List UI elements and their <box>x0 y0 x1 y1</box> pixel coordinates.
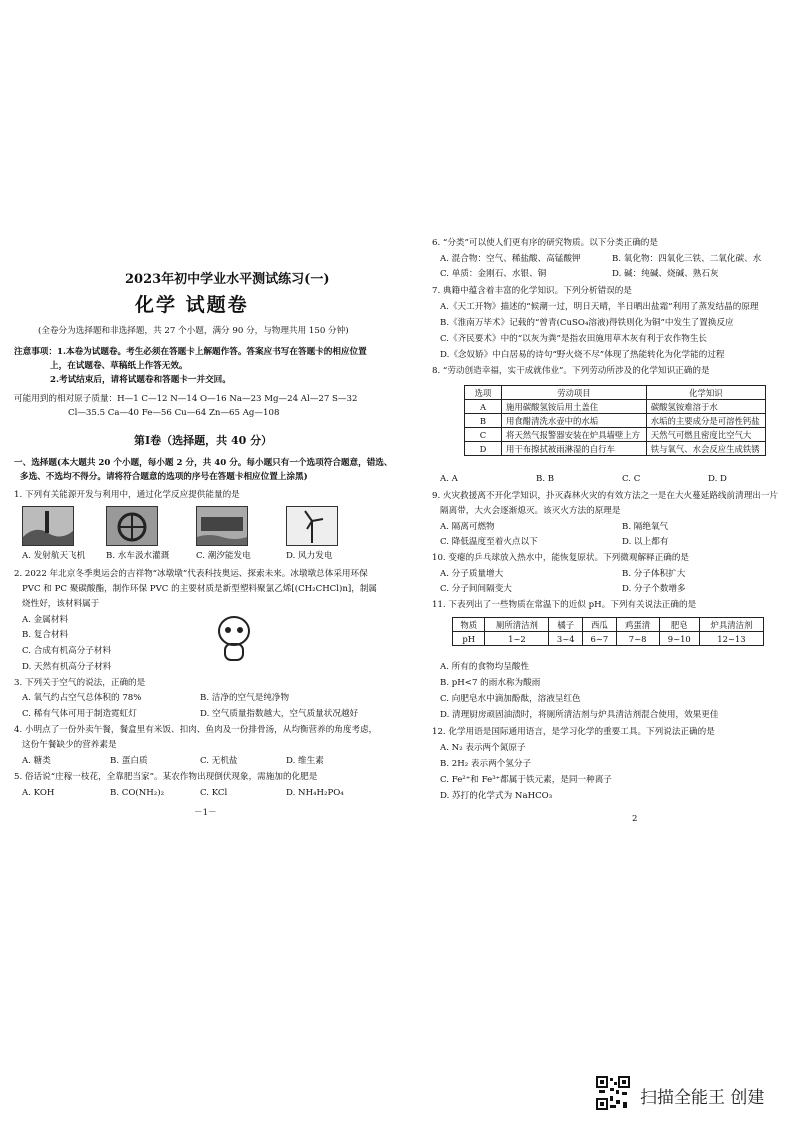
q11-header: 炉具清洁剂 <box>699 618 763 632</box>
q12-option-c: C. Fe²⁺和 Fe³⁺都属于铁元素，是同一种离子 <box>440 775 612 785</box>
q7-option-a: A.《天工开物》描述的“候潮一过，明日天晴，半日晒出盐霜”利用了蒸发结晶的原理 <box>440 302 759 312</box>
q9-stem-2: 隔离带，大火会逐渐熄灭。该灭火方法的原理是 <box>440 506 621 516</box>
table-cell: 施用碳酸氢铵后用土盖住 <box>502 400 647 414</box>
q2-option-a: A. 金属材料 <box>22 615 69 625</box>
table-cell: 水垢的主要成分是可溶性钙盐 <box>646 414 765 428</box>
q12-option-a: A. N₂ 表示两个氮原子 <box>440 743 526 753</box>
wind-power-image <box>286 506 338 546</box>
table-cell: 天然气可燃且密度比空气大 <box>646 428 765 442</box>
q11-table <box>452 617 764 646</box>
q5-stem: 5. 俗话说“庄稼一枝花，全靠肥当家”。某农作物出现倒伏现象，需施加的化肥是 <box>14 772 318 782</box>
scanner-watermark: 扫描全能王 创建 <box>640 1088 765 1108</box>
tidal-power-image <box>196 506 248 546</box>
q11-option-d: D. 清理厨房顽固油渍时，将厕所清洁剂与炉具清洁剂混合使用，效果更佳 <box>440 710 719 720</box>
q1-option-a: A. 发射航天飞机 <box>22 551 86 561</box>
q3-option-d: D. 空气质量指数越大，空气质量状况越好 <box>200 709 359 719</box>
table-cell: C <box>465 428 502 442</box>
q10-option-a: A. 分子质量增大 <box>440 569 504 579</box>
table-row <box>465 442 766 456</box>
table-row <box>465 428 766 442</box>
q9-option-a: A. 隔离可燃物 <box>440 522 495 532</box>
table-cell: 用干布擦拭被雨淋湿的自行车 <box>502 442 647 456</box>
q9-option-c: C. 降低温度至着火点以下 <box>440 537 538 547</box>
notice-1: 注意事项：1.本卷为试题卷。考生必须在答题卡上解题作答。答案应书写在答题卡的相应位置 <box>14 347 367 357</box>
table-cell: D <box>465 442 502 456</box>
q12-option-b: B. 2H₂ 表示两个氢分子 <box>440 759 532 769</box>
q9-stem-1: 9. 火灾救援离不开化学知识，扑灭森林火灾的有效方法之一是在大火蔓延路线前清理出一片 <box>432 491 779 501</box>
q10-option-c: C. 分子间间隔变大 <box>440 584 512 594</box>
q2-option-c: C. 合成有机高分子材料 <box>22 646 112 656</box>
qr-code-icon <box>596 1076 630 1110</box>
q8-option-a: A. A <box>440 474 458 484</box>
q6-option-d: D. 碱：纯碱、烧碱、熟石灰 <box>612 269 719 279</box>
q10-option-b: B. 分子体积扩大 <box>622 569 686 579</box>
q8-header-option: 选项 <box>465 386 502 400</box>
q2-stem-1: 2. 2022 年北京冬季奥运会的吉祥物“冰墩墩”代表科技奥运、探索未来。冰墩墩总体采用环保 <box>14 569 368 579</box>
table-cell: 9~10 <box>659 632 699 646</box>
q8-header-task: 劳动项目 <box>502 386 647 400</box>
q11-option-a: A. 所有的食物均呈酸性 <box>440 662 530 672</box>
q12-stem: 12. 化学用语是国际通用语言，是学习化学的重要工具。下列说法正确的是 <box>432 727 715 737</box>
q5-option-d: D. NH₄H₂PO₄ <box>286 788 344 798</box>
exam-intro: (全卷分为选择题和非选择题，共 27 个小题，满分 90 分，与物理共用 150 分钟) <box>38 326 349 336</box>
table-cell: 6~7 <box>583 632 617 646</box>
q2-stem-2: PVC 和 PC 聚碳酸酯，制作环保 PVC 的主要材质是新型塑料聚氯乙烯[(CH₂CHCl)n]，制属 <box>22 584 378 594</box>
notice-1b: 上，在试题卷、草稿纸上作答无效。 <box>50 361 188 371</box>
q10-option-d: D. 分子个数增多 <box>622 584 686 594</box>
section-heading: 第Ⅰ卷（选择题，共 40 分） <box>134 434 273 447</box>
q11-header: 橘子 <box>549 618 583 632</box>
q8-option-b: B. B <box>536 474 555 484</box>
q9-option-d: D. 以上都有 <box>622 537 669 547</box>
q6-option-a: A. 混合物：空气、稀盐酸、高锰酸钾 <box>440 254 581 264</box>
q2-stem-3: 烧性好，该材料属于 <box>22 599 100 609</box>
q6-stem: 6. “分类”可以使人们更有序的研究物质。以下分类正确的是 <box>432 238 658 248</box>
table-cell: 用食醋清洗水壶中的水垢 <box>502 414 647 428</box>
q8-header-knowledge: 化学知识 <box>646 386 765 400</box>
table-cell: A <box>465 400 502 414</box>
table-cell: 铁与氧气、水会反应生成铁锈 <box>646 442 765 456</box>
table-cell: pH <box>453 632 485 646</box>
choice-intro-1: 一、选择题(本大题共 20 个小题，每小题 2 分，共 40 分。每小题只有一个选项符合题意，错选、 <box>14 458 393 468</box>
table-cell: 3~4 <box>549 632 583 646</box>
atomic-masses-1: 可能用到的相对原子质量：H—1 C—12 N—14 O—16 Na—23 Mg—24 Al—27 S—32 <box>14 394 358 404</box>
table-row <box>465 414 766 428</box>
table-cell: 将天然气报警器安装在炉具墙壁上方 <box>502 428 647 442</box>
mascot-image <box>214 614 254 662</box>
q8-stem: 8. “劳动创造幸福，实干成就伟业”。下列劳动所涉及的化学知识正确的是 <box>432 366 710 376</box>
choice-intro-2: 多选、不选均不得分。请将符合题意的选项的序号在答题卡相应位置上涂黑) <box>20 472 308 482</box>
table-cell: 碳酸氢铵难溶于水 <box>646 400 765 414</box>
q4-stem-2: 这份午餐缺少的营养素是 <box>22 740 117 750</box>
q3-option-a: A. 氧气约占空气总体积的 78% <box>22 693 142 703</box>
q7-stem: 7. 典籍中蕴含着丰富的化学知识。下列分析错误的是 <box>432 286 632 296</box>
right-page-number: 2 <box>632 814 638 824</box>
notice-2: 2.考试结束后，请将试题卷和答题卡一并交回。 <box>50 375 231 385</box>
atomic-masses-2: Cl—35.5 Ca—40 Fe—56 Cu—64 Zn—65 Ag—108 <box>68 408 280 418</box>
q8-option-c: C. C <box>622 474 641 484</box>
q11-header: 肥皂 <box>659 618 699 632</box>
q3-option-b: B. 洁净的空气是纯净物 <box>200 693 290 703</box>
exam-title: 2023年初中学业水平测试练习(一) <box>125 272 330 287</box>
q5-option-a: A. KOH <box>22 788 55 798</box>
q11-header: 鸡蛋清 <box>616 618 659 632</box>
q5-option-b: B. CO(NH₂)₂ <box>110 788 165 798</box>
q1-option-c: C. 潮汐能发电 <box>196 551 251 561</box>
q8-option-d: D. D <box>708 474 727 484</box>
left-page-number: －1－ <box>194 808 217 818</box>
exam-subtitle: 化学 试题卷 <box>135 294 249 316</box>
q11-option-c: C. 向肥皂水中滴加酚酞，溶液呈红色 <box>440 694 581 704</box>
q7-option-b: B.《淮南万毕术》记载的“曾青(CuSO₄溶液)得铁则化为铜”中发生了置换反应 <box>440 318 734 328</box>
q11-header: 物质 <box>453 618 485 632</box>
q11-stem: 11. 下表列出了一些物质在常温下的近似 pH。下列有关说法正确的是 <box>432 600 697 610</box>
q2-option-b: B. 复合材料 <box>22 630 69 640</box>
q8-table <box>464 385 766 456</box>
q4-stem-1: 4. 小明点了一份外卖午餐，餐盒里有米饭、扣肉、鱼肉及一份排骨汤，从均衡营养的角度考虑， <box>14 725 378 735</box>
q11-option-b: B. pH<7 的雨水称为酸雨 <box>440 678 541 688</box>
table-row <box>465 400 766 414</box>
rocket-launch-image <box>22 506 74 546</box>
q4-option-d: D. 维生素 <box>286 756 324 766</box>
q1-option-d: D. 风力发电 <box>286 551 333 561</box>
q4-option-c: C. 无机盐 <box>200 756 238 766</box>
q10-stem: 10. 变瘪的乒乓球放入热水中，能恢复原状。下列微观解释正确的是 <box>432 553 690 563</box>
q4-option-b: B. 蛋白质 <box>110 756 148 766</box>
q7-option-d: D.《念奴娇》中白居易的诗句“野火烧不尽”体现了热能转化为化学能的过程 <box>440 350 725 360</box>
table-row <box>453 632 764 646</box>
q3-option-c: C. 稀有气体可用于制造霓虹灯 <box>22 709 137 719</box>
q2-option-d: D. 天然有机高分子材料 <box>22 662 112 672</box>
q12-option-d: D. 苏打的化学式为 NaHCO₃ <box>440 791 553 801</box>
q1-option-b: B. 水车汲水灌溉 <box>106 551 170 561</box>
q11-header: 厕所清洁剂 <box>485 618 549 632</box>
q7-option-c: C.《齐民要术》中的“以灰为粪”是指农田施用草木灰有利于农作物生长 <box>440 334 708 344</box>
table-cell: 7~8 <box>616 632 659 646</box>
q9-option-b: B. 隔绝氧气 <box>622 522 669 532</box>
table-cell: 12~13 <box>699 632 763 646</box>
q3-stem: 3. 下列关于空气的说法，正确的是 <box>14 678 146 688</box>
q6-option-c: C. 单质：金刚石、水银、铜 <box>440 269 547 279</box>
waterwheel-image <box>106 506 158 546</box>
q5-option-c: C. KCl <box>200 788 228 798</box>
q6-option-b: B. 氧化物：四氧化三铁、二氧化碳、水 <box>612 254 762 264</box>
q11-header: 西瓜 <box>583 618 617 632</box>
q1-stem: 1. 下列有关能源开发与利用中，通过化学反应提供能量的是 <box>14 490 240 500</box>
table-cell: B <box>465 414 502 428</box>
q4-option-a: A. 糖类 <box>22 756 51 766</box>
table-cell: 1~2 <box>485 632 549 646</box>
